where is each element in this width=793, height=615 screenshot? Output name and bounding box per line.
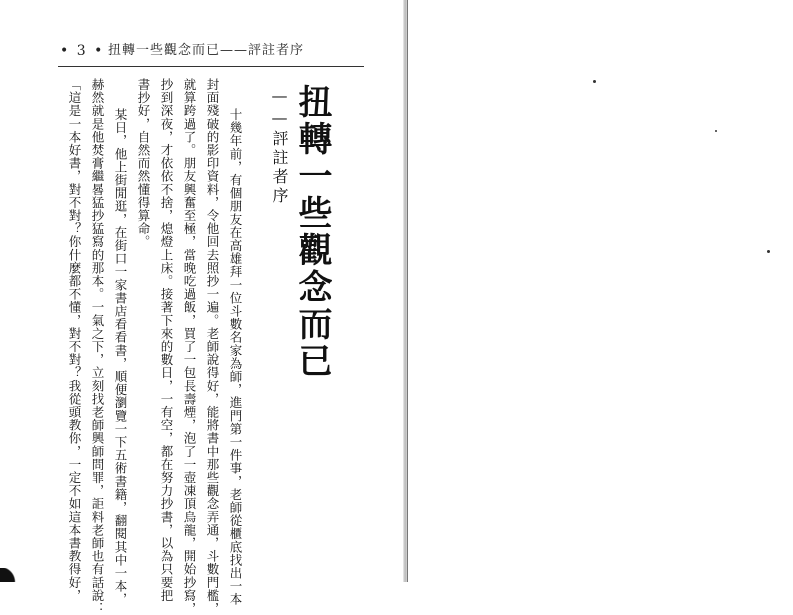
- running-header: [60, 40, 360, 62]
- page-number: • 3 •: [60, 43, 105, 59]
- scan-speck: [593, 80, 596, 83]
- text-column-4: 抄到深夜，才依依不捨，熄燈上床。接著下來的數日，一有空，都在努力抄書，以為只要把: [159, 78, 174, 602]
- chapter-title: 扭轉一些觀念而已: [292, 84, 332, 380]
- text-column-5: 書抄好，自然而然懂得算命。: [136, 78, 151, 249]
- scan-speck: [715, 130, 717, 132]
- text-column-2: 封面殘破的影印資料，令他回去照抄一遍。老師說得好，能將書中那些觀念弄通，斗數門檻，: [205, 78, 220, 615]
- running-title: 扭轉一些觀念而已——評註者序: [108, 43, 305, 58]
- scan-speck: [767, 250, 770, 253]
- text-column-7: 赫然就是他焚膏繼晷猛抄猛寫的那本。一氣之下，立刻找老師興師問罪，詎料老師也有話說：: [90, 78, 105, 615]
- text-column-8: 「這是一本好書，對不對？你什麼都不懂，對不對？我從頭教你，一定不如這本書教得好，: [67, 78, 82, 602]
- text-column-6: 某日，他上街閒逛，在街口一家書店看看書，順便瀏覽一下五術書籍，翻閱其中一本，: [113, 108, 128, 606]
- spine-fold-line: [407, 0, 408, 582]
- scan-corner-shadow: [0, 568, 22, 582]
- header-rule: [58, 66, 364, 67]
- chapter-byline: ——評註者序: [270, 86, 289, 206]
- text-column-1: 十幾年前，有個朋友在高雄拜一位斗數名家為師，進門第一件事，老師從櫃底找出一本: [228, 108, 243, 606]
- text-column-3: 就算跨過了。朋友興奮至極，當晚吃過飯，買了一包長壽煙，泡了一壺凍頂烏龍，開始抄寫，: [182, 78, 197, 615]
